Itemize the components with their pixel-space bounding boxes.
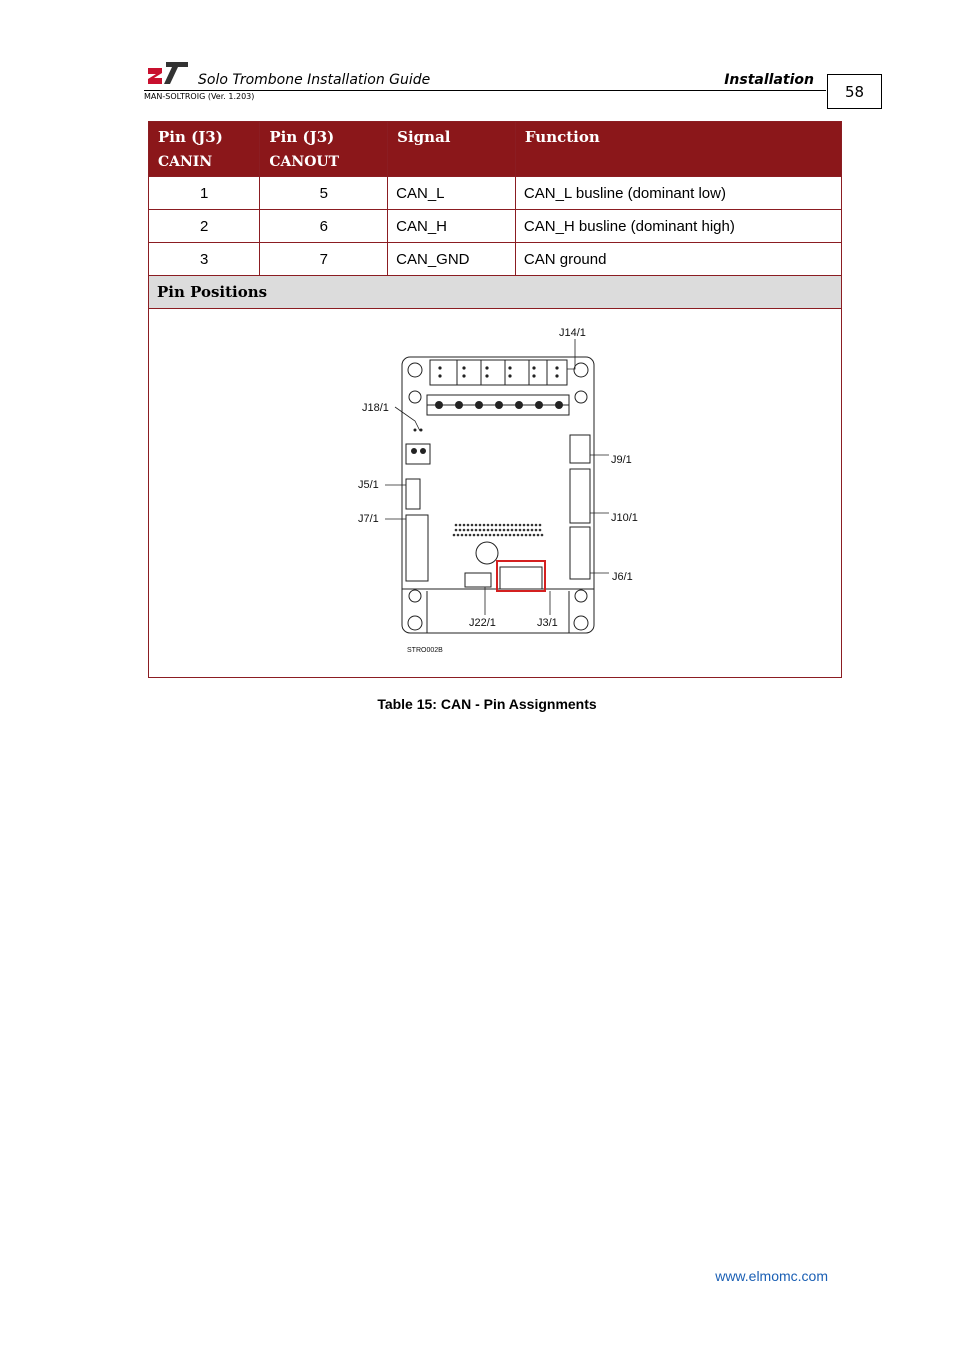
cell-canin: 1 [149, 177, 260, 210]
label-j22: J22/1 [469, 617, 496, 629]
j9-connector [570, 435, 590, 463]
header-function [515, 122, 841, 177]
website-link[interactable]: www.elmomc.com [715, 1268, 828, 1284]
mounting-hole-icon [575, 391, 587, 403]
j22-connector [465, 573, 491, 587]
cell-canin: 2 [149, 210, 260, 243]
label-j5: J5/1 [358, 479, 379, 491]
mounting-hole-icon [575, 590, 587, 602]
header-canout-line1: Pin (J3) [269, 128, 335, 146]
cell-function: CAN ground [515, 243, 841, 276]
table-row [149, 177, 842, 210]
cell-signal: CAN_H [388, 210, 516, 243]
j5-connector [406, 479, 420, 509]
cell-canout: 6 [260, 210, 388, 243]
mounting-hole-icon [408, 616, 422, 630]
table-row [149, 243, 842, 276]
j10-connector [570, 469, 590, 523]
board-diagram [157, 309, 833, 677]
cell-function: CAN_H busline (dominant high) [515, 210, 841, 243]
cell-canout: 7 [260, 243, 388, 276]
j18-connector [406, 444, 430, 464]
mounting-hole-icon [409, 590, 421, 602]
cell-canout: 5 [260, 177, 388, 210]
cell-signal: CAN_L [388, 177, 516, 210]
figure-code: STRO002B [407, 647, 443, 654]
j6-connector [570, 527, 590, 579]
j7-connector [406, 515, 428, 581]
section-name: Installation [724, 72, 814, 88]
header-signal-label: Signal [397, 128, 451, 146]
header-canin-line2: CANIN [158, 154, 213, 170]
mounting-hole-icon [409, 391, 421, 403]
label-j7: J7/1 [358, 513, 379, 525]
header-function-label: Function [524, 128, 600, 146]
pin-positions-row [149, 276, 842, 309]
table-row [149, 210, 842, 243]
table-header-row [149, 122, 842, 177]
pin-positions-label: Pin Positions [149, 276, 842, 309]
header-canout [260, 122, 388, 177]
page-number: 58 [827, 74, 882, 109]
ic-pin-field [453, 524, 544, 537]
elmo-logo [148, 58, 192, 88]
cell-function: CAN_L busline (dominant low) [515, 177, 841, 210]
label-j9: J9/1 [611, 454, 632, 466]
document-title: Solo Trombone Installation Guide [198, 72, 431, 88]
cell-canin: 3 [149, 243, 260, 276]
j14-terminal-block [430, 360, 567, 385]
header-rule [144, 90, 826, 91]
cell-signal: CAN_GND [388, 243, 516, 276]
label-j6: J6/1 [612, 571, 633, 583]
document-code: MAN-SOLTROIG (Ver. 1.203) [144, 92, 255, 101]
label-j14: J14/1 [559, 327, 586, 339]
label-j10: J10/1 [611, 512, 638, 524]
mounting-hole-icon [408, 363, 422, 377]
header-canin-line1: Pin (J3) [158, 128, 223, 146]
mounting-hole-icon [574, 616, 588, 630]
table-caption: Table 15: CAN - Pin Assignments [377, 696, 597, 712]
can-pin-table [148, 121, 842, 678]
header-signal [388, 122, 516, 177]
label-j18: J18/1 [362, 402, 389, 414]
header-canout-line2: CANOUT [269, 154, 340, 170]
figure-row [149, 309, 842, 678]
mounting-hole-icon [574, 363, 588, 377]
header-canin [149, 122, 260, 177]
j3-connector [500, 567, 542, 589]
j3-highlight-box [497, 561, 545, 591]
center-component-icon [476, 542, 498, 564]
figure-cell [149, 309, 842, 678]
label-j3: J3/1 [537, 617, 558, 629]
